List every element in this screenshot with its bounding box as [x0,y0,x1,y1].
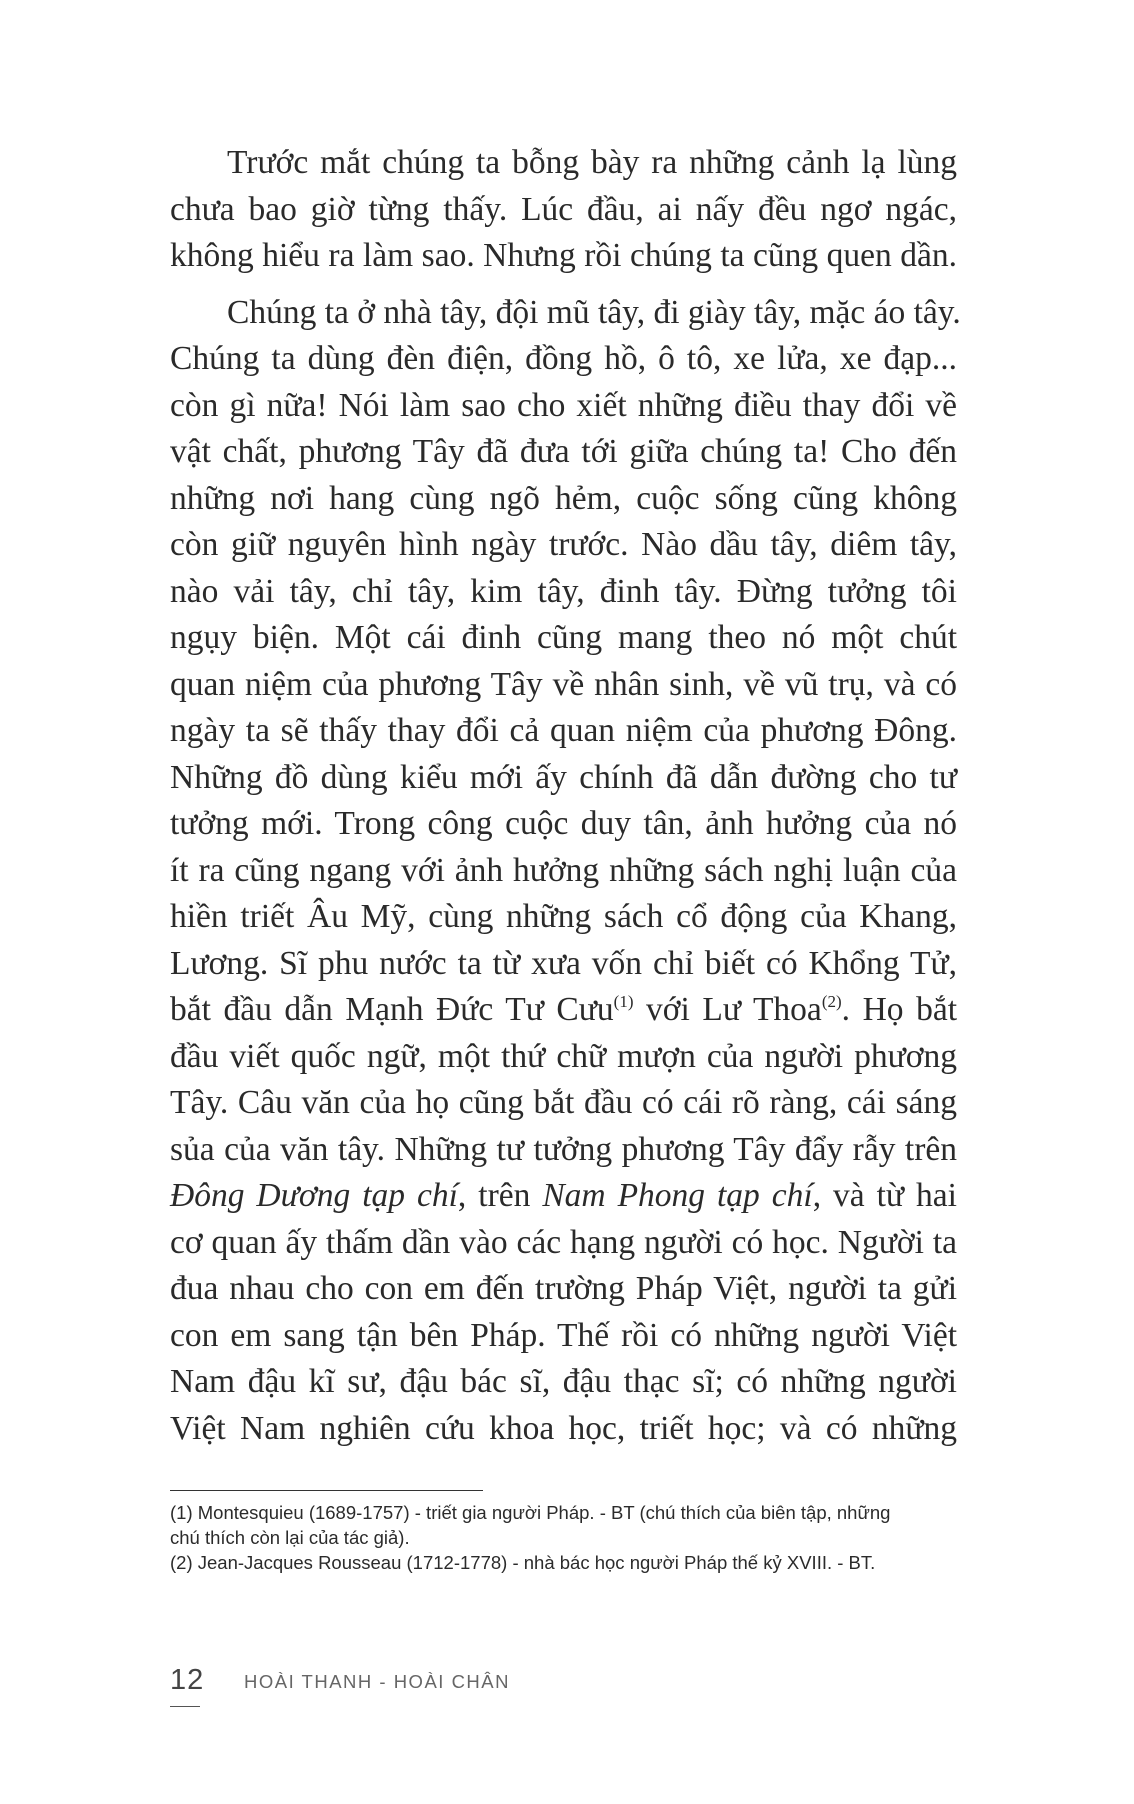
publication-title: Nam Phong tạp chí [542,1177,813,1214]
body-text [170,140,961,1462]
text-line: quan niệm của phương Tây về nhân sinh, về vũ trụ, và có [170,665,957,703]
text-run: , trên [457,1177,543,1214]
running-head: HOÀI THANH - HOÀI CHÂN [244,1671,510,1692]
footnote-1: (1) Montesquieu (1689-1757) - triết gia người Pháp. - BT (chú thích của biên tập, những [170,1502,891,1523]
text-line: ngày ta sẽ thấy thay đổi cả quan niệm của phương Đông. [170,712,957,749]
text-run: . Họ bắt [841,991,958,1028]
text-line: cơ quan ấy thấm dần vào các hạng người có học. Người ta [170,1223,957,1261]
text-line: con em sang tận bên Pháp. Thế rồi có những người Việt [170,1316,957,1354]
text-line: Những đồ dùng kiểu mới ấy chính đã dẫn đường cho tư [170,758,957,796]
page-number-underline [170,1706,200,1707]
text-line: hiền triết Âu Mỹ, cùng những sách cổ động của Khang, [170,898,957,935]
text-line-with-titles [170,1173,957,1220]
text-line: ít ra cũng ngang với ảnh hưởng những sách nghị luận của [170,851,957,889]
text-run: với Lư Thoa [633,991,822,1028]
text-line: còn gì nữa! Nói làm sao cho xiết những điều thay đổi về [170,386,957,424]
text-line: ngụy biện. Một cái đinh cũng mang theo nó một chút [170,619,957,656]
footnote-ref-1[interactable]: (1) [613,992,634,1011]
text-line: vật chất, phương Tây đã đưa tới giữa chúng ta! Cho đến [170,433,957,470]
text-line: những nơi hang cùng ngõ hẻm, cuộc sống cũng không [170,479,957,517]
text-line: Nam đậu kĩ sư, đậu bác sĩ, đậu thạc sĩ; có những người [170,1363,957,1400]
footnote-divider [170,1490,483,1491]
text-line: Chúng ta dùng đèn điện, đồng hồ, ô tô, xe lửa, xe đạp... [170,340,957,377]
text-run: bắt đầu dẫn Mạnh Đức Tư Cưu [170,991,614,1028]
paragraph-2 [170,290,961,1453]
text-line: không hiểu ra làm sao. Nhưng rồi chúng ta cũng quen dần. [170,237,957,274]
text-line: Trước mắt chúng ta bỗng bày ra những cảnh lạ lùng [227,144,957,181]
text-line: Lương. Sĩ phu nước ta từ xưa vốn chỉ biết có Khổng Tử, [170,944,957,982]
text-line: Việt Nam nghiên cứu khoa học, triết học; và có những [170,1409,957,1447]
text-line: nào vải tây, chỉ tây, kim tây, đinh tây. Đừng tưởng tôi [170,572,957,610]
footnote-1-continued: chú thích còn lại của tác giả). [170,1527,410,1548]
text-run: , và từ hai [812,1177,957,1214]
footnotes [170,1500,960,1575]
text-line: đua nhau cho con em đến trường Pháp Việt, người ta gửi [170,1270,957,1307]
text-line-with-footnotes [170,987,957,1034]
text-line: tưởng mới. Trong công cuộc duy tân, ảnh hưởng của nó [170,805,957,842]
page-number: 12 [170,1664,205,1696]
paragraph-1 [170,140,957,280]
footnote-ref-2[interactable]: (2) [821,992,842,1011]
text-line: Chúng ta ở nhà tây, đội mũ tây, đi giày tây, mặc áo tây. [227,293,961,331]
text-line: Tây. Câu văn của họ cũng bắt đầu có cái rõ ràng, cái sáng [170,1084,957,1121]
text-line: đầu viết quốc ngữ, một thứ chữ mượn của người phương [170,1037,957,1075]
text-line: còn giữ nguyên hình ngày trước. Nào dầu tây, diêm tây, [170,526,957,563]
text-line: chưa bao giờ từng thấy. Lúc đầu, ai nấy đều ngơ ngác, [170,190,957,228]
text-line: sủa của văn tây. Những tư tưởng phương Tây đẩy rẫy trên [170,1130,957,1168]
footnote-2: (2) Jean-Jacques Rousseau (1712-1778) - nhà bác học người Pháp thế kỷ XVIII. - BT. [170,1552,876,1573]
publication-title: Đông Dương tạp chí [170,1177,458,1214]
